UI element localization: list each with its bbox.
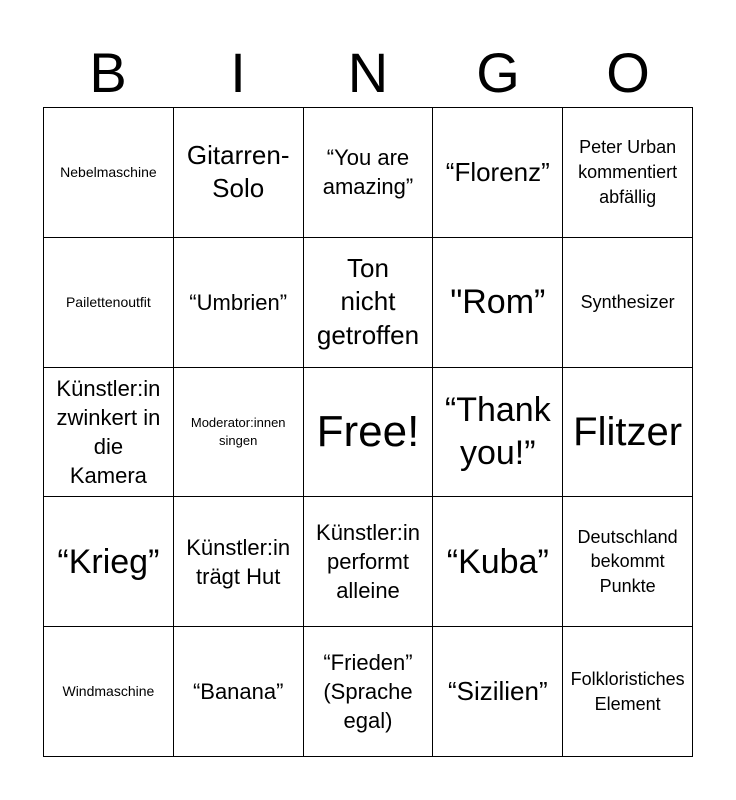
bingo-cell[interactable]: Künstler:in zwinkert in die Kamera: [44, 368, 174, 498]
bingo-cell[interactable]: “Banana”: [174, 627, 304, 757]
bingo-cell[interactable]: Deutschland bekommt Punkte: [563, 497, 693, 627]
bingo-cell[interactable]: “Krieg”: [44, 497, 174, 627]
bingo-cell[interactable]: Peter Urban kommentiert abfällig: [563, 108, 693, 238]
bingo-cell[interactable]: “Frieden” (Sprache egal): [304, 627, 434, 757]
bingo-cell[interactable]: “Thank you!”: [433, 368, 563, 498]
bingo-cell[interactable]: “Kuba”: [433, 497, 563, 627]
free-space[interactable]: Free!: [304, 368, 434, 498]
bingo-cell[interactable]: Pailettenoutfit: [44, 238, 174, 368]
bingo-card: [43, 107, 693, 757]
bingo-cell[interactable]: Windmaschine: [44, 627, 174, 757]
bingo-cell[interactable]: Synthesizer: [563, 238, 693, 368]
bingo-cell[interactable]: Folkloristiches Element: [563, 627, 693, 757]
bingo-cell[interactable]: Ton nicht getroffen: [304, 238, 434, 368]
bingo-cell[interactable]: Nebelmaschine: [44, 108, 174, 238]
bingo-header: [43, 40, 693, 106]
bingo-cell[interactable]: "Rom”: [433, 238, 563, 368]
bingo-cell[interactable]: “Florenz”: [433, 108, 563, 238]
bingo-cell[interactable]: Gitarren- Solo: [174, 108, 304, 238]
bingo-cell[interactable]: “You are amazing”: [304, 108, 434, 238]
header-letter-b: B: [89, 41, 127, 104]
bingo-cell[interactable]: Künstler:in performt alleine: [304, 497, 434, 627]
bingo-cell[interactable]: Künstler:in trägt Hut: [174, 497, 304, 627]
header-letter-o: O: [606, 41, 650, 104]
bingo-cell[interactable]: Flitzer: [563, 368, 693, 498]
header-letter-n: N: [347, 41, 389, 104]
bingo-cell[interactable]: “Umbrien”: [174, 238, 304, 368]
header-letter-i: I: [230, 41, 246, 104]
header-letter-g: G: [476, 41, 520, 104]
bingo-cell[interactable]: Moderator:innen singen: [174, 368, 304, 498]
bingo-cell[interactable]: “Sizilien”: [433, 627, 563, 757]
